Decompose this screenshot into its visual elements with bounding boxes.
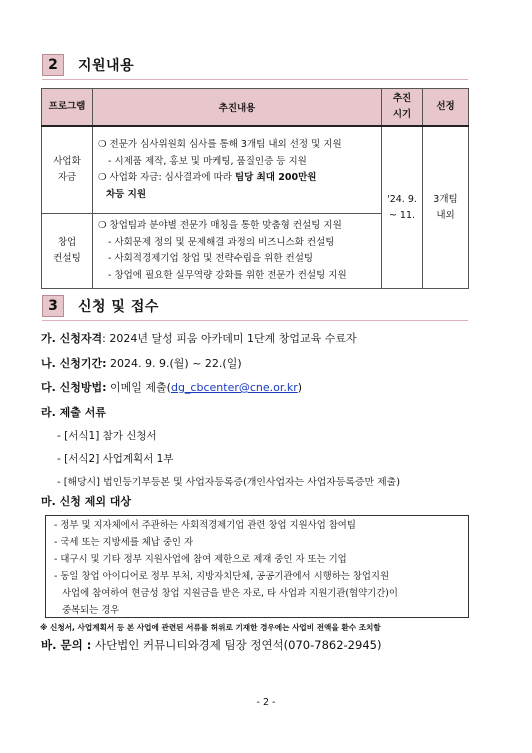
content-line: ❍ 창업팀과 분야별 전문가 매칭을 통한 맞춤형 컨설팅 지원	[98, 220, 342, 231]
content-line: - 사회문제 정의 및 문제해결 과정의 비즈니스화 컨설팅	[108, 236, 335, 248]
selection-cell: 3개팀 내외	[423, 126, 469, 289]
excluded-item: - 국세 또는 지방세를 체납 중인 자	[54, 537, 193, 548]
excluded-item: - 동일 창업 아이디어로 정부 부처, 지방자치단체, 공공기관에서 시행하는 창업지원	[54, 571, 390, 582]
header-selection: 선정	[423, 89, 469, 127]
document-item: - [서식1] 참가 신청서	[57, 430, 157, 442]
method-line: 다. 신청방법: 이메일 제출(dg_cbcenter@cne.or.kr)	[41, 381, 303, 394]
header-content: 추진내용	[93, 89, 382, 127]
table-row	[42, 126, 469, 214]
section-2-header	[42, 53, 468, 80]
email-link[interactable]: dg_cbcenter@cne.or.kr	[170, 381, 298, 394]
content-line: - 시제품 제작, 홍보 및 마케팅, 품질인증 등 지원	[108, 155, 307, 167]
content-emphasis: 팀당 최대 200만원	[234, 172, 317, 183]
document-item: - [서식2] 사업계획서 1부	[57, 453, 174, 465]
content-cell	[93, 214, 382, 289]
program-cell: 사업화 자금	[42, 126, 93, 214]
section-3-header	[42, 294, 468, 321]
content-line: - 사회적경제기업 창업 및 전략수립을 위한 컨설팅	[108, 253, 314, 264]
content-cell	[93, 126, 382, 214]
excluded-item: - 정부 및 지자체에서 주관하는 사회적경제기업 관련 창업 지원사업 참여팀	[54, 520, 356, 531]
section-number: 2	[42, 54, 64, 76]
support-table	[41, 88, 469, 289]
content-line	[98, 187, 377, 204]
period-line: 나. 신청기간: 2024. 9. 9.(월) ~ 22.(일)	[41, 357, 242, 370]
excluded-item: - 대구시 및 기타 정부 지원사업에 참여 제한으로 제재 중인 자 또는 기업	[54, 554, 347, 565]
content-line: ❍ 사업화 자금: 심사결과에 따라 팀당 최대 200만원	[98, 172, 317, 183]
table-header-row	[42, 89, 469, 127]
header-program: 프로그램	[42, 89, 93, 127]
document-item: - [해당시] 법인등기부등본 및 사업자등록증(개인사업자는 사업자등록증만 제출)	[57, 477, 401, 488]
excluded-item: 중복되는 경우	[62, 605, 120, 616]
excluded-heading: 마. 신청 제외 대상	[41, 495, 132, 508]
section-title: 신청 및 접수	[78, 299, 159, 315]
eligibility-line: 가. 신청자격: 2024년 달성 피움 아카데미 1단계 창업교육 수료자	[41, 332, 357, 345]
section-number: 3	[42, 295, 64, 317]
content-line: - 창업에 필요한 실무역량 강화를 위한 전문가 컨설팅 지원	[108, 269, 347, 281]
content-line: ❍ 전문가 심사위원회 심사를 통해 3개팀 내외 선정 및 지원	[98, 139, 342, 150]
section-title: 지원내용	[78, 58, 135, 74]
program-cell: 창업 컨설팅	[42, 214, 93, 289]
inquiry-line: 바. 문의 : 사단법인 커뮤니티와경제 팀장 정연석(070-7862-2945)	[41, 638, 382, 652]
header-time: 추진 시기	[382, 89, 423, 127]
content-emphasis: 차등 지원	[106, 188, 147, 200]
excluded-item: 사업에 참여하여 현금성 창업 지원금을 받은 자로, 타 사업과 지원기관(협약기간)이	[62, 588, 398, 599]
excluded-box	[45, 515, 469, 618]
warning-note: ※ 신청서, 사업계획서 등 본 사업에 관련된 서류를 허위로 기재한 경우에는 사업비 전액을 환수 조치함	[40, 623, 381, 632]
documents-heading: 라. 제출 서류	[41, 406, 106, 419]
page-number: - 2 -	[256, 697, 276, 708]
time-cell: '24. 9. ~ 11.	[382, 126, 423, 289]
